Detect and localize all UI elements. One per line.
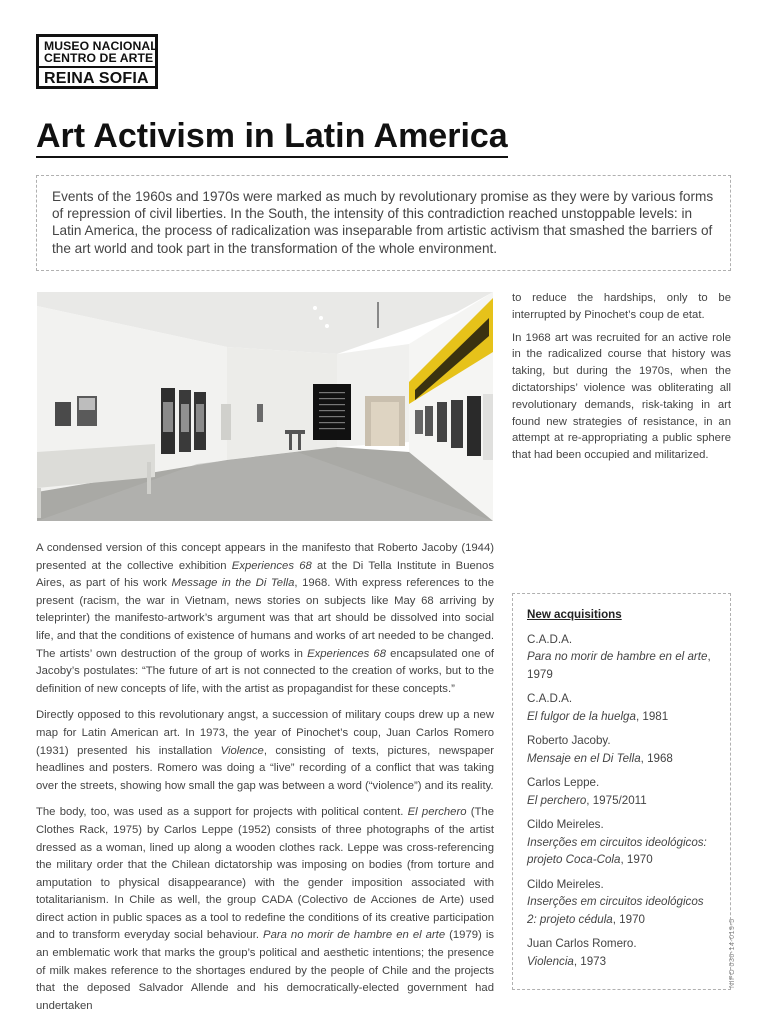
body-paragraph-3 — [36, 804, 494, 1015]
text-span: encapsulated one of Jacoby’s postulates: “The future of art is not connected to the creation of works, but to the definition of new concepts of life, with the artist as propagandist for these concepts.” — [36, 647, 494, 695]
text-span: Directly opposed to this revolutionary angst, a succession of military coups drew up a new map for Latin American art. In 1973, the year of Pinochet’s coup, Juan Carlos Romero (1931) presented his installation — [36, 709, 494, 757]
acquisition-artist: Cildo Meireles. — [527, 818, 604, 831]
italic-title: El perchero — [407, 806, 467, 819]
new-acquisitions-box — [512, 593, 731, 990]
acquisition-item — [527, 816, 716, 869]
acquisition-year: , 1981 — [635, 709, 669, 723]
acquisition-year: , 1975/2011 — [586, 793, 647, 807]
acquisition-year: , 1979 — [527, 650, 711, 681]
italic-title: Para no morir de hambre en el arte — [263, 929, 446, 942]
text-span: at the Di Tella Institute in Buenos Aires, as part of his work — [36, 559, 494, 590]
acquisition-item — [527, 774, 716, 809]
logo-divider — [39, 66, 155, 68]
italic-title: Experiences 68 — [307, 647, 386, 660]
italic-title: Violence — [220, 744, 264, 757]
intro-box — [36, 175, 731, 271]
acquisition-artist: Roberto Jacoby. — [527, 734, 611, 747]
text-span: A condensed version of this concept appears in the manifesto that Roberto Jacoby (1944) presented at the collective exhibition — [36, 542, 494, 572]
gallery-photo — [37, 292, 493, 521]
print-code: NIPO 036-14-019-5 — [729, 918, 736, 988]
text-span: , consisting of texts, pictures, newspaper headlines and posters. Romero was doing a “live” recording of a conflict that was taking over the streets, showing how small the gap was between a word (“violence”) and its reality. — [36, 744, 494, 792]
acquisition-work: Para no morir de hambre en el arte — [527, 650, 708, 663]
acquisition-item — [527, 732, 716, 767]
acquisition-item — [527, 631, 716, 684]
right-paragraph-1: to reduce the hardships, only to be interrupted by Pinochet’s coup de etat. — [512, 292, 731, 321]
acquisition-artist: C.A.D.A. — [527, 692, 573, 705]
logo-line-3: REINA SOFIA — [44, 70, 149, 87]
right-paragraph-2: In 1968 art was recruited for an active role in the radicalized course that history was taking, but during the 1970s, when the dictatorships’ violence was obliterating all revolutionary demands, risk-taking in art found new strategies of resistance, in an attempt at re-appropriating a public sphere that had been occupied and militarized. — [512, 331, 731, 462]
acquisition-artist: Juan Carlos Romero. — [527, 937, 637, 950]
logo-line-2: CENTRO DE ARTE — [44, 51, 154, 65]
intro-text: Events of the 1960s and 1970s were marked as much by revolutionary promise as they were by various forms of repression of civil liberties. In the South, the intensity of this contradiction reached unstoppable levels: in Latin America, the process of radicalization was inseparable from artistic activism that smashed the barriers of the art world and took part in the transformation of the whole environment. — [52, 189, 714, 256]
acquisition-year: , 1968 — [640, 751, 673, 765]
acquisition-work: El fulgor de la huelga — [527, 709, 636, 723]
acquisition-year: , 1970 — [612, 912, 645, 926]
text-span: The body, too, was used as a support for projects with political content. — [36, 806, 408, 819]
acquisition-item — [527, 876, 716, 929]
text-span: (The Clothes Rack, 1975) by Carlos Leppe (1952) consists of three photographs of the artist dressed as a woman, lined up along a wooden clothes rack. Leppe was cross-referencing the military order that the Chilean dictatorship was imposing on bodies (from torture and amputation to physical disappearance) with the gender imposition associated with totalitarianism. In Chile as well, the group CADA (Colectivo de Acciones de Arte) used direct action in public spaces as a tool to redefine the conditions of its creative participation and to transform everyday social behaviour. — [36, 806, 494, 942]
museum-logo[interactable] — [36, 34, 158, 89]
italic-title: Experiences 68 — [231, 559, 312, 572]
acquisition-work: Mensaje en el Di Tella — [527, 751, 641, 765]
acquisition-work: Inserções em circuitos ideológicos 2: projeto cédula — [527, 895, 704, 926]
acquisition-artist: Carlos Leppe. — [527, 776, 600, 789]
right-column-text — [512, 290, 731, 470]
text-span: , 1968. With express references to the present (racism, the war in Vietnam, news stories on subjects like May 68 arriving by teleprinter) the manifesto-artwork’s argument was that art should be dissolved into social life, and that the conditions of existence of humans and works of art needed to be changed. The artists’ own destruction of the group of works in — [36, 577, 494, 660]
acquisitions-heading: New acquisitions — [527, 608, 622, 621]
main-body-text — [36, 540, 494, 1024]
acquisition-year: , 1970 — [620, 853, 653, 866]
body-paragraph-1 — [36, 540, 494, 698]
page-title: Art Activism in Latin America — [36, 116, 508, 158]
acquisition-artist: Cildo Meireles. — [527, 877, 604, 891]
acquisition-item — [527, 690, 716, 725]
acquisition-year: , 1973 — [573, 954, 607, 968]
acquisition-work: Inserções em circuitos ideológicos: projeto Coca-Cola — [527, 835, 707, 866]
acquisition-artist: C.A.D.A. — [527, 632, 573, 646]
acquisition-work: Violencia — [527, 954, 574, 968]
acquisition-work: El perchero — [527, 793, 587, 807]
italic-title: Message in the Di Tella — [171, 577, 295, 590]
logo-line-1: MUSEO NACIONAL — [44, 39, 158, 53]
text-span: (1979) is an emblematic work that marks the group’s political and aesthetic intentions; the presence of milk makes reference to the shortages endured by the people of Chile and the projects that the deposed Salvador Allende and his democratically-elected government had undertaken — [36, 929, 494, 1012]
body-paragraph-2 — [36, 707, 494, 795]
acquisition-item — [527, 935, 716, 970]
